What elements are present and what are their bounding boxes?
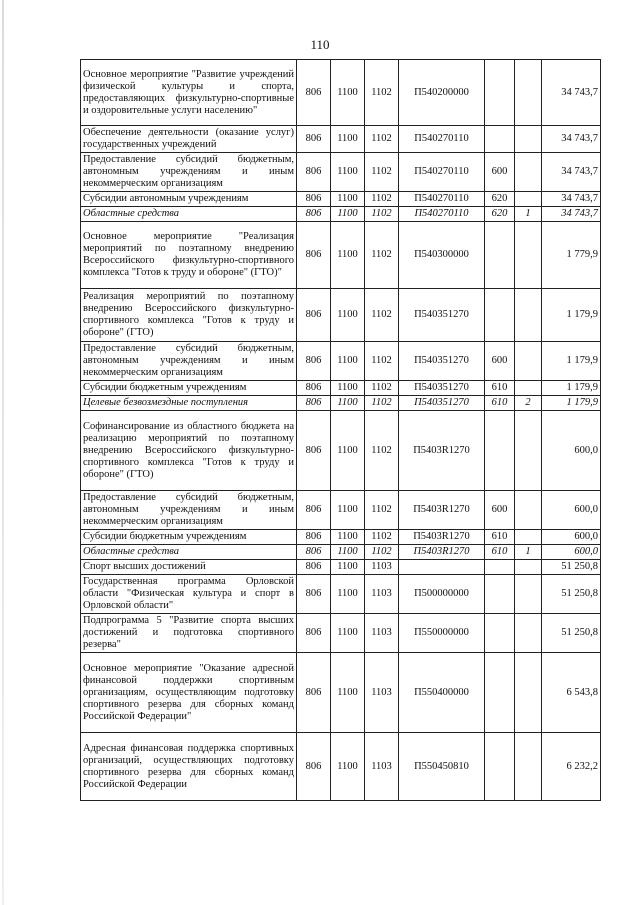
row-name: Предоставление субсидий бюджетным, автономным учреждениям и иным некоммерческим организациям — [81, 491, 297, 530]
row-section-code: 1100 — [331, 342, 365, 381]
row-amount: 51 250,8 — [542, 614, 601, 653]
row-ved-code: 806 — [297, 545, 331, 560]
row-expense-type — [485, 575, 515, 614]
row-subsection-code: 1102 — [365, 289, 399, 342]
row-ved-code: 806 — [297, 575, 331, 614]
table-row — [81, 207, 601, 222]
row-amount: 600,0 — [542, 545, 601, 560]
row-ved-code: 806 — [297, 192, 331, 207]
row-funding-source — [515, 289, 542, 342]
row-funding-source — [515, 491, 542, 530]
table-row — [81, 192, 601, 207]
row-expense-type — [485, 733, 515, 801]
row-amount: 34 743,7 — [542, 60, 601, 126]
row-subsection-code: 1102 — [365, 411, 399, 491]
row-funding-source — [515, 126, 542, 153]
row-section-code: 1100 — [331, 192, 365, 207]
row-target-article: П540270110 — [399, 126, 485, 153]
row-section-code: 1100 — [331, 381, 365, 396]
row-target-article: П5403R1270 — [399, 530, 485, 545]
row-subsection-code: 1102 — [365, 153, 399, 192]
row-expense-type — [485, 60, 515, 126]
row-name: Подпрограмма 5 "Развитие спорта высших достижений и подготовка спортивного резерва" — [81, 614, 297, 653]
row-expense-type: 600 — [485, 491, 515, 530]
row-target-article: П550450810 — [399, 733, 485, 801]
row-funding-source: 2 — [515, 396, 542, 411]
row-amount: 51 250,8 — [542, 575, 601, 614]
row-target-article — [399, 560, 485, 575]
row-name: Предоставление субсидий бюджетным, автономным учреждениям и иным некоммерческим организациям — [81, 153, 297, 192]
table-row — [81, 653, 601, 733]
row-expense-type: 610 — [485, 545, 515, 560]
row-amount: 1 179,9 — [542, 289, 601, 342]
row-ved-code: 806 — [297, 653, 331, 733]
row-name: Адресная финансовая поддержка спортивных организаций, осуществляющих подготовку спортивного резерва для сборных команд Российской Федерации — [81, 733, 297, 801]
row-expense-type: 610 — [485, 381, 515, 396]
row-name: Областные средства — [81, 207, 297, 222]
row-amount: 34 743,7 — [542, 126, 601, 153]
row-ved-code: 806 — [297, 614, 331, 653]
row-ved-code: 806 — [297, 289, 331, 342]
row-ved-code: 806 — [297, 207, 331, 222]
table-row — [81, 396, 601, 411]
row-expense-type — [485, 222, 515, 289]
row-amount: 600,0 — [542, 530, 601, 545]
row-amount: 6 232,2 — [542, 733, 601, 801]
row-ved-code: 806 — [297, 396, 331, 411]
table-row — [81, 491, 601, 530]
table-row — [81, 381, 601, 396]
table-row — [81, 153, 601, 192]
row-name: Субсидии автономным учреждениям — [81, 192, 297, 207]
row-target-article: П540270110 — [399, 153, 485, 192]
row-funding-source: 1 — [515, 545, 542, 560]
row-funding-source — [515, 411, 542, 491]
row-expense-type: 620 — [485, 192, 515, 207]
row-name: Обеспечение деятельности (оказание услуг) государственных учреждений — [81, 126, 297, 153]
row-section-code: 1100 — [331, 530, 365, 545]
row-funding-source — [515, 222, 542, 289]
row-amount: 34 743,7 — [542, 207, 601, 222]
row-ved-code: 806 — [297, 560, 331, 575]
row-section-code: 1100 — [331, 653, 365, 733]
row-funding-source — [515, 530, 542, 545]
table-row — [81, 545, 601, 560]
row-funding-source — [515, 575, 542, 614]
row-target-article: П540351270 — [399, 396, 485, 411]
row-expense-type: 600 — [485, 153, 515, 192]
row-amount: 51 250,8 — [542, 560, 601, 575]
row-expense-type — [485, 560, 515, 575]
row-name: Софинансирование из областного бюджета на реализацию мероприятий по поэтапному внедрению Всероссийского физкультурно-спортивного комплекса "Готов к труду и обороне" (ГТО) — [81, 411, 297, 491]
row-name: Основное мероприятие "Развитие учреждений физической культуры и спорта, предоставляющих физкультурно-спортивные и оздоровительные услуги населению" — [81, 60, 297, 126]
row-expense-type: 620 — [485, 207, 515, 222]
row-expense-type — [485, 411, 515, 491]
row-amount: 1 179,9 — [542, 342, 601, 381]
row-subsection-code: 1102 — [365, 126, 399, 153]
row-ved-code: 806 — [297, 530, 331, 545]
row-ved-code: 806 — [297, 381, 331, 396]
row-expense-type — [485, 289, 515, 342]
row-target-article: П550000000 — [399, 614, 485, 653]
row-name: Основное мероприятие "Реализация мероприятий по поэтапному внедрению Всероссийского физкультурно-спортивного комплекса "Готов к труду и обороне" (ГТО)" — [81, 222, 297, 289]
table-row — [81, 530, 601, 545]
row-subsection-code: 1103 — [365, 560, 399, 575]
row-target-article: П540351270 — [399, 289, 485, 342]
row-target-article: П500000000 — [399, 575, 485, 614]
row-section-code: 1100 — [331, 411, 365, 491]
page-number: 110 — [310, 37, 330, 52]
row-ved-code: 806 — [297, 411, 331, 491]
row-target-article: П5403R1270 — [399, 411, 485, 491]
row-target-article: П540200000 — [399, 60, 485, 126]
row-subsection-code: 1102 — [365, 222, 399, 289]
row-section-code: 1100 — [331, 60, 365, 126]
row-funding-source — [515, 560, 542, 575]
row-expense-type — [485, 614, 515, 653]
row-target-article: П540351270 — [399, 342, 485, 381]
table-row — [81, 60, 601, 126]
row-ved-code: 806 — [297, 491, 331, 530]
row-expense-type — [485, 653, 515, 733]
row-amount: 1 179,9 — [542, 381, 601, 396]
row-ved-code: 806 — [297, 733, 331, 801]
row-expense-type — [485, 126, 515, 153]
row-funding-source — [515, 381, 542, 396]
row-section-code: 1100 — [331, 560, 365, 575]
row-amount: 34 743,7 — [542, 192, 601, 207]
row-funding-source — [515, 153, 542, 192]
row-section-code: 1100 — [331, 207, 365, 222]
row-ved-code: 806 — [297, 342, 331, 381]
row-subsection-code: 1102 — [365, 396, 399, 411]
table-row — [81, 222, 601, 289]
row-name: Предоставление субсидий бюджетным, автономным учреждениям и иным некоммерческим организациям — [81, 342, 297, 381]
row-subsection-code: 1102 — [365, 381, 399, 396]
row-funding-source — [515, 614, 542, 653]
row-section-code: 1100 — [331, 289, 365, 342]
row-subsection-code: 1102 — [365, 491, 399, 530]
table-row — [81, 560, 601, 575]
row-target-article: П540270110 — [399, 207, 485, 222]
row-ved-code: 806 — [297, 126, 331, 153]
row-name: Субсидии бюджетным учреждениям — [81, 381, 297, 396]
table-row — [81, 411, 601, 491]
row-expense-type: 610 — [485, 530, 515, 545]
row-amount: 34 743,7 — [542, 153, 601, 192]
row-name: Государственная программа Орловской области "Физическая культура и спорт в Орловской области" — [81, 575, 297, 614]
row-funding-source: 1 — [515, 207, 542, 222]
row-name: Субсидии бюджетным учреждениям — [81, 530, 297, 545]
table-row — [81, 575, 601, 614]
row-section-code: 1100 — [331, 153, 365, 192]
budget-table — [80, 59, 601, 801]
row-expense-type: 610 — [485, 396, 515, 411]
row-section-code: 1100 — [331, 545, 365, 560]
row-section-code: 1100 — [331, 575, 365, 614]
row-amount: 600,0 — [542, 491, 601, 530]
row-amount: 1 779,9 — [542, 222, 601, 289]
table-row — [81, 342, 601, 381]
row-target-article: П540270110 — [399, 192, 485, 207]
row-subsection-code: 1102 — [365, 207, 399, 222]
row-target-article: П5403R1270 — [399, 491, 485, 530]
row-section-code: 1100 — [331, 126, 365, 153]
row-subsection-code: 1102 — [365, 530, 399, 545]
row-name: Спорт высших достижений — [81, 560, 297, 575]
row-name: Реализация мероприятий по поэтапному внедрению Всероссийского физкультурно-спортивного комплекса "Готов к труду и обороне" (ГТО) — [81, 289, 297, 342]
row-subsection-code: 1103 — [365, 733, 399, 801]
row-section-code: 1100 — [331, 733, 365, 801]
row-section-code: 1100 — [331, 614, 365, 653]
row-amount: 6 543,8 — [542, 653, 601, 733]
row-ved-code: 806 — [297, 222, 331, 289]
row-target-article: П540351270 — [399, 381, 485, 396]
row-ved-code: 806 — [297, 60, 331, 126]
row-section-code: 1100 — [331, 222, 365, 289]
row-target-article: П5403R1270 — [399, 545, 485, 560]
row-subsection-code: 1103 — [365, 575, 399, 614]
row-funding-source — [515, 653, 542, 733]
row-section-code: 1100 — [331, 396, 365, 411]
row-subsection-code: 1103 — [365, 653, 399, 733]
row-amount: 1 179,9 — [542, 396, 601, 411]
row-subsection-code: 1102 — [365, 192, 399, 207]
table-row — [81, 733, 601, 801]
row-subsection-code: 1102 — [365, 342, 399, 381]
table-row — [81, 126, 601, 153]
row-subsection-code: 1102 — [365, 60, 399, 126]
row-funding-source — [515, 342, 542, 381]
row-name: Целевые безвозмездные поступления — [81, 396, 297, 411]
row-expense-type: 600 — [485, 342, 515, 381]
row-subsection-code: 1103 — [365, 614, 399, 653]
row-target-article: П540300000 — [399, 222, 485, 289]
row-funding-source — [515, 192, 542, 207]
scan-edge-line — [2, 0, 4, 905]
row-subsection-code: 1102 — [365, 545, 399, 560]
row-amount: 600,0 — [542, 411, 601, 491]
row-name: Областные средства — [81, 545, 297, 560]
table-row — [81, 614, 601, 653]
table-row — [81, 289, 601, 342]
row-section-code: 1100 — [331, 491, 365, 530]
row-name: Основное мероприятие "Оказание адресной финансовой поддержки спортивным организациям, осуществляющим подготовку спортивного резерва для сборных команд Российской Федерации" — [81, 653, 297, 733]
row-funding-source — [515, 60, 542, 126]
row-ved-code: 806 — [297, 153, 331, 192]
row-target-article: П550400000 — [399, 653, 485, 733]
row-funding-source — [515, 733, 542, 801]
